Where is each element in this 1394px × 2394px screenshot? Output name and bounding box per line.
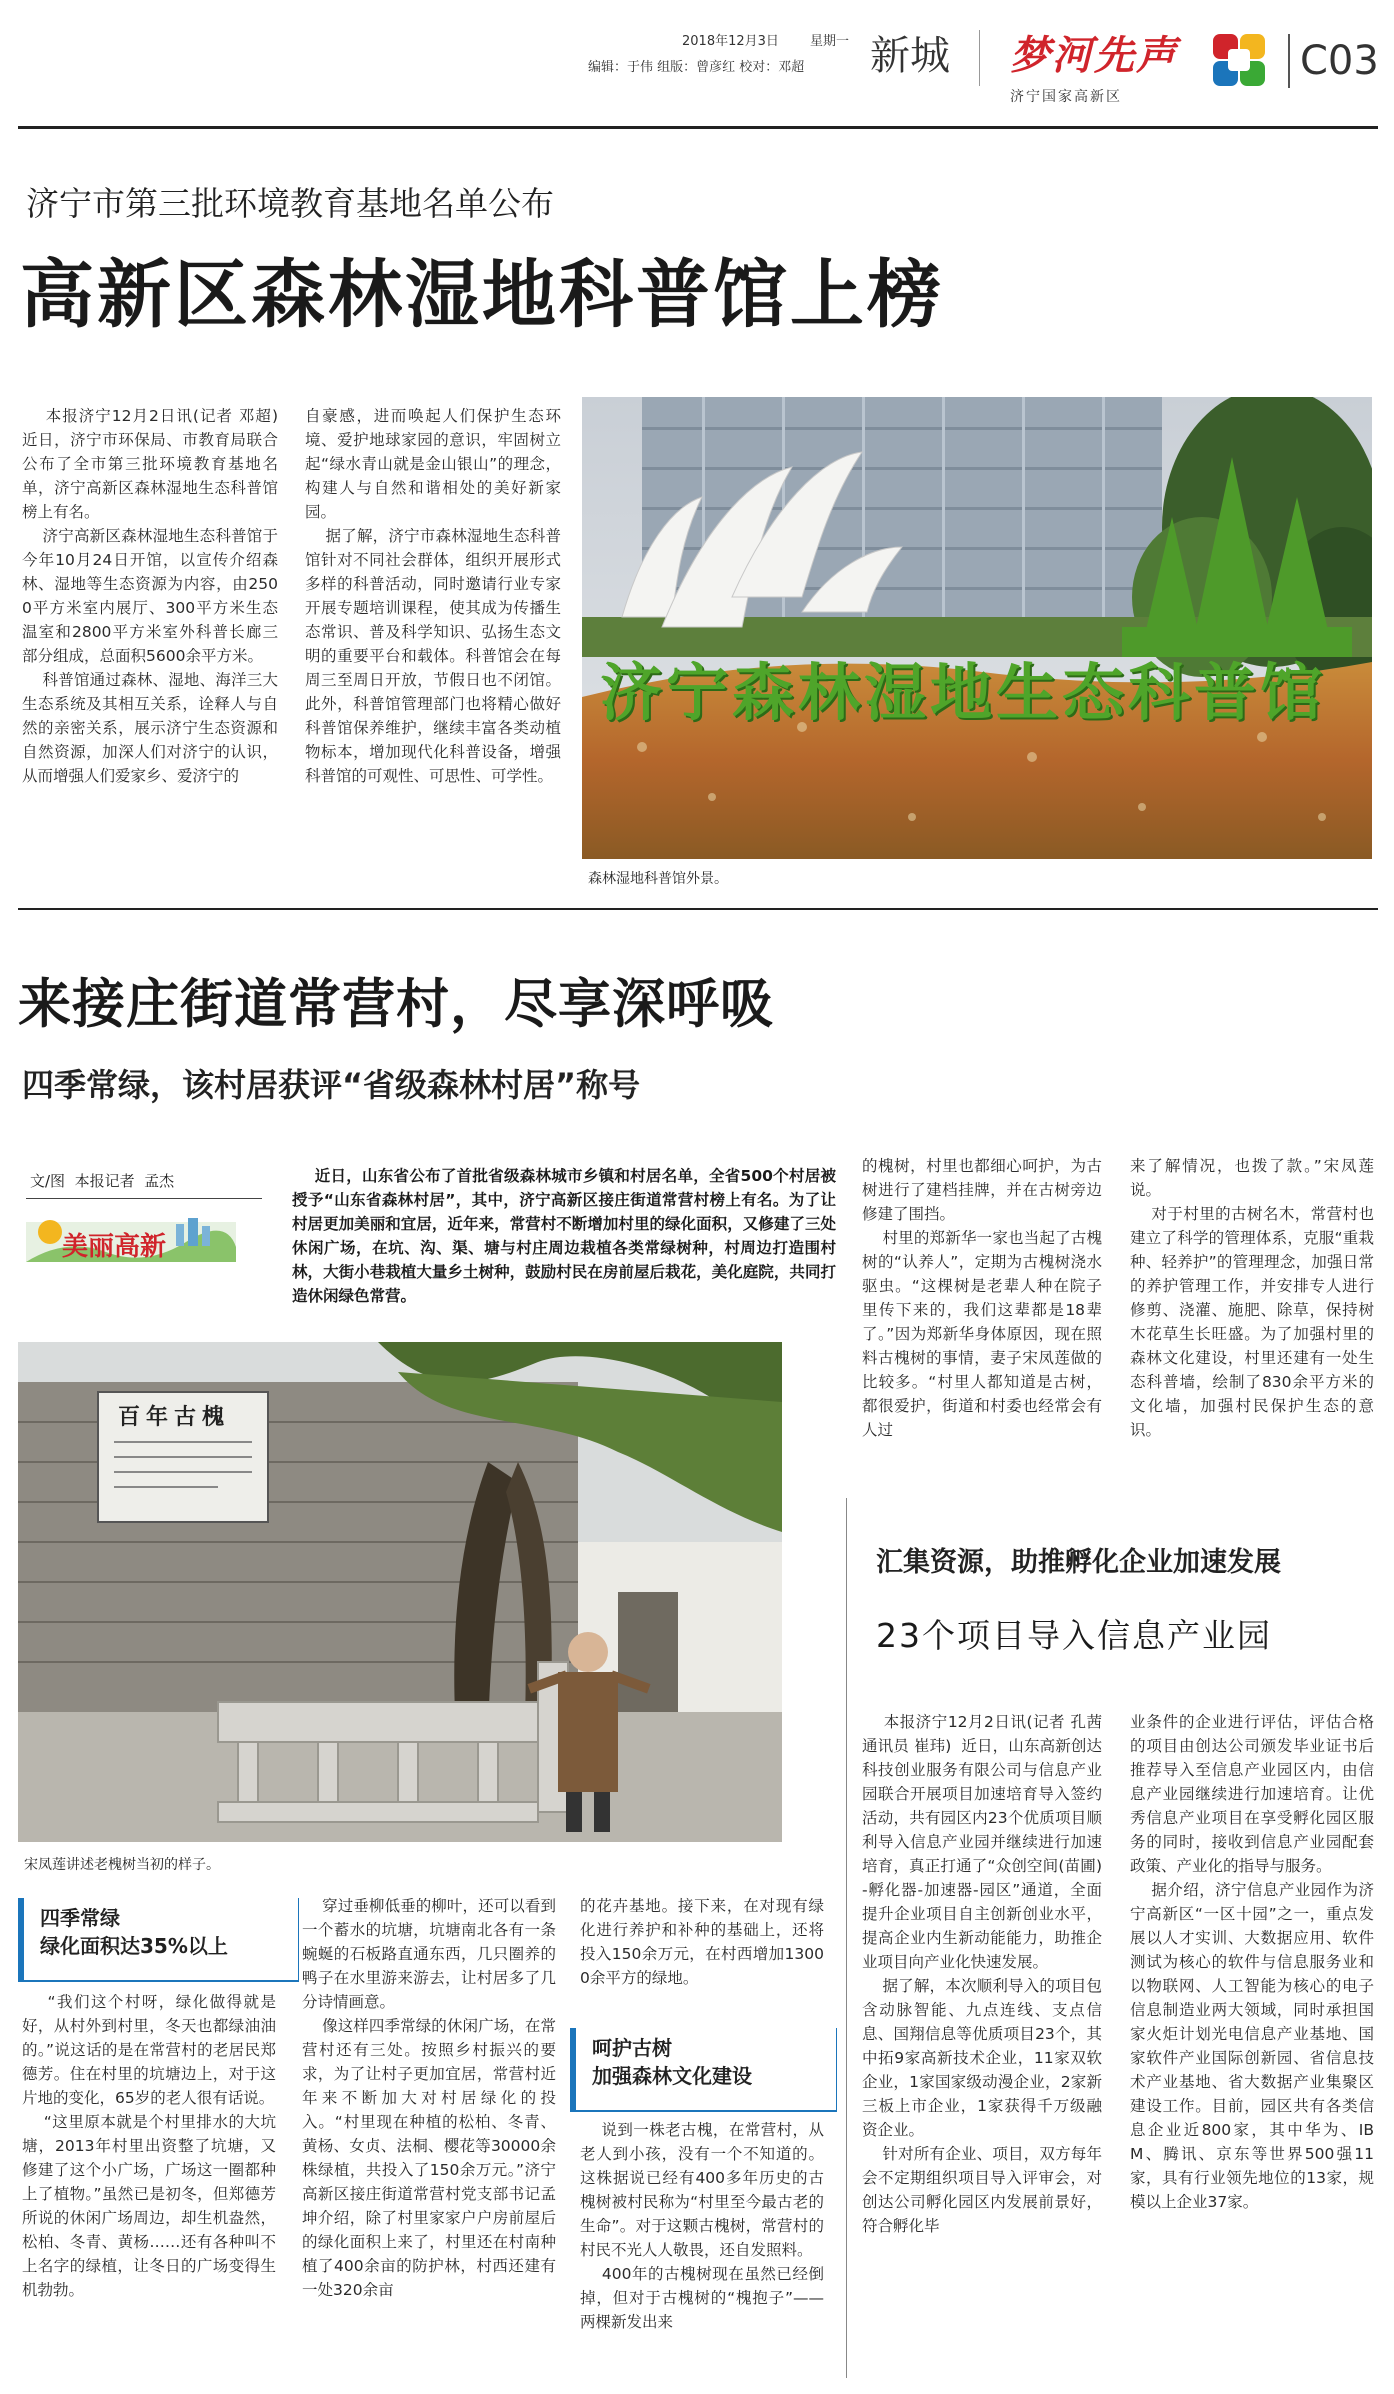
page-no-divider	[1288, 34, 1290, 88]
article2-bottom-column-1: “我们这个村呀，绿化做得就是好，从村外到村里，冬天也都绿油油的。”说这话的是在常营村的老居民郑德芳。住在村里的坑塘边上，对于这片地的变化，65岁的老人很有话说。 “这里原本就是个村里排水的大坑塘，2013年村里出资整了坑塘，又修建了这个小广场，广场这一圈都种上了植物。”虽然已是初冬，但郑德芳所说的休闲广场周边，却生机盎然，松柏、冬青、黄杨……还有各种叫不上名字的绿植，让冬日的广场变得生机勃勃。	[22, 1993, 277, 2299]
science-museum-photo	[582, 397, 1372, 859]
article1-kicker: 济宁市第三批环境教育基地名单公布	[26, 184, 554, 223]
article1-photo-caption: 森林湿地科普馆外景。	[588, 871, 728, 887]
article3-divider-left	[846, 1498, 847, 2378]
tree-sign-text: 百年古槐	[118, 1405, 231, 1430]
article3-headline: 23个项目导入信息产业园	[876, 1616, 1272, 1655]
article2-bottom-column-2: 穿过垂柳低垂的柳叶，还可以看到一个蓄水的坑塘，坑塘南北各有一条蜿蜒的石板路直通东西，几只圈养的鸭子在水里游来游去，让村居多了几分诗情画意。 像这样四季常绿的休闲广场，在常营村还有三处。按照乡村振兴的要求，为了让村子更加宜居，常营村近年来不断加大对村居绿化的投入。“村里现在种植的松柏、冬青、黄杨、女贞、法桐、樱花等30000余株绿植，共投入了150余万元。”济宁高新区接庄街道常营村党支部书记孟坤介绍，除了村里家家户户房前屋后的绿化面积上来了，村里还在村南种植了400余亩的防护林，村西还建有一处320余亩	[302, 1897, 556, 2299]
article2-subheadline: 四季常绿，该村居获评“省级森林村居”称号	[22, 1066, 641, 1104]
article3-column-1: 本报济宁12月2日讯(记者 孔茜 通讯员 崔玮) 近日，山东高新创达科技创业服务有限公司与信息产业园联合开展项目加速培育导入签约活动，共有园区内23个优质项目顺利导入信息产业园并继续进行加速培育，真正打通了“众创空间(苗圃)-孵化器-加速器-园区”通道，全面提升企业项目自主创新创业水平，提高企业内生新动能能力，助推企业项目向产业化快速发展。 据了解，本次顺利导入的项目包含动脉智能、九点连线、支点信息、国翔信息等优质项目23个，其中拓9家高新技术企业，11家双软企业，1家国家级动漫企业，2家新三板上市企业，1家获得千万级融资企业。 针对所有企业、项目，双方每年会不定期组织项目导入评审会，对创达公司孵化园区内发展前景好，符合孵化毕	[862, 1713, 1102, 2235]
subhead-evergreen-line1: 四季常绿	[40, 1906, 120, 1930]
subhead-evergreen	[18, 1898, 299, 1982]
issue-weekday: 星期一	[810, 34, 850, 49]
article1-column-2: 自豪感，进而唤起人们保护生态环境、爱护地球家园的意识，牢固树立起“绿水青山就是金山银山”的理念，构建人与自然和谐相处的美好新家园。 据了解，济宁市森林湿地生态科普馆针对不同社会群体，组织开展形式多样的科普活动，同时邀请行业专家开展专题培训课程，使其成为传播生态常识、普及科学知识、弘扬生态文明的重要平台和载体。科普馆会在每周三至周日开放，节假日也不闭馆。此外，科普馆管理部门也将精心做好科普馆保养维护，继续丰富各类动植物标本，增加现代化科普设备，增强科普馆的可观性、可思性、可学性。	[305, 407, 561, 785]
masthead-divider	[979, 30, 980, 86]
editors-line: 编辑：于伟 组版：曾彦红 校对：邓超	[588, 60, 805, 75]
subhead-evergreen-line2: 绿化面积达35%以上	[40, 1934, 228, 1958]
masthead-rule	[18, 126, 1378, 129]
article1-bottom-rule	[18, 908, 1378, 910]
paper-subtitle: 济宁国家高新区	[1010, 89, 1122, 105]
section-name: 新城	[870, 33, 950, 79]
byline-rule	[26, 1198, 262, 1199]
article2-right-column-2: 来了解情况，也拨了款。”宋凤莲说。 对于村里的古树名木，常营村也建立了科学的管理体系，克服“重栽种、轻养护”的管理理念，加强日常的养护管理工作，并安排专人进行修剪、浇灌、施肥、除草，保持树木花草生长旺盛。为了加强村里的森林文化建设，村里还建有一处生态科普墙，绘制了830余平方米的文化墙，加强村民保护生态的意识。	[1130, 1157, 1374, 1439]
article1-headline: 高新区森林湿地科普馆上榜	[20, 252, 944, 338]
issue-date: 2018年12月3日	[682, 34, 779, 49]
page-number: C03	[1300, 38, 1379, 84]
ancient-tree-photo	[18, 1342, 782, 1842]
article2-right-column-1: 的槐树，村里也都细心呵护，为古树进行了建档挂牌，并在古树旁边修建了围挡。 村里的郑新华一家也当起了古槐树的“认养人”，定期为古槐树浇水驱虫。“这棵树是老辈人种在院子里传下来的，我们这辈都是18辈了。”因为郑新华身体原因，现在照料古槐树的事情，妻子宋凤莲做的比较多。“村里人都知道是古树，都很爱护，街道和村委也经常会有人过	[862, 1157, 1102, 1439]
paper-logo-text: 梦河先声	[1010, 32, 1178, 79]
article2-headline: 来接庄街道常营村，尽享深呼吸	[18, 974, 774, 1035]
paper-emblem-icon	[1213, 34, 1265, 86]
article3-kicker: 汇集资源，助推孵化企业加速发展	[876, 1547, 1281, 1578]
byline: 文/图 本报记者 孟杰	[30, 1172, 175, 1190]
article1-column-1: 本报济宁12月2日讯(记者 邓超) 近日，济宁市环保局、市教育局联合公布了全市第三批环境教育基地名单，济宁高新区森林湿地生态科普馆榜上有名。 济宁高新区森林湿地生态科普馆于今年10月24日开馆，以宣传介绍森林、湿地等生态资源为内容，由2500平方米室内展厅、300平方米生态温室和2800平方米室外科普长廊三部分组成，总面积5600余平方米。 科普馆通过森林、湿地、海洋三大生态系统及其相互关系，诠释人与自然的亲密关系，展示济宁生态资源和自然资源，加深人们对济宁的认识，从而增强人们爱家乡、爱济宁的	[22, 407, 278, 785]
article2-lead: 近日，山东省公布了首批省级森林城市乡镇和村居名单，全省500个村居被授予“山东省森林村居”，其中，济宁高新区接庄街道常营村榜上有名。为了让村居更加美丽和宜居，近年来，常营村不断增加村里的绿化面积，又修建了三处休闲广场，在坑、沟、渠、塘与村庄周边栽植各类常绿树种，村周边打造围村林，大街小巷栽植大量乡土树种，鼓励村民在房前屋后栽花，美化庭院，共同打造休闲绿色常营。	[292, 1167, 837, 1305]
subhead-protect-trees-line1: 呵护古树	[592, 2036, 672, 2060]
article3-column-2: 业条件的企业进行评估，评估合格的项目由创达公司颁发毕业证书后推荐导入至信息产业园区内，由信息产业园继续进行加速培育。让优秀信息产业项目在享受孵化园区服务的同时，接收到信息产业园配套政策、产业化的指导与服务。 据介绍，济宁信息产业园作为济宁高新区“一区十园”之一，重点发展以人才实训、大数据应用、软件测试为核心的软件与信息服务业和以物联网、人工智能为核心的电子信息制造业两大领域，同时承担国家火炬计划光电信息产业基地、国家软件产业国际创新园、省信息技术产业基地、省大数据产业集聚区建设工作。目前，园区共有各类信息企业近800家，其中华为、IBM、腾讯、京东等世界500强11家，具有行业领先地位的13家，规模以上企业37家。	[1130, 1713, 1374, 2211]
column-logo	[26, 1212, 236, 1264]
article2-bottom-column-3b: 说到一株老古槐，在常营村，从老人到小孩，没有一个不知道的。这株据说已经有400多年历史的古槐树被村民称为“村里至今最古老的生命”。对于这颗古槐树，常营村的村民不光人人敬畏，还自发照料。 400年的古槐树现在虽然已经倒掉，但对于古槐树的“槐抱子”——两棵新发出来	[580, 2121, 824, 2331]
article2-bottom-column-3a: 的花卉基地。接下来，在对现有绿化进行养护和补种的基础上，还将投入150余万元，在村西增加13000余平方的绿地。	[580, 1897, 824, 1987]
science-museum-illustration	[582, 397, 1372, 859]
column-logo-text: 美丽高新	[62, 1232, 167, 1262]
article2-photo-caption: 宋凤莲讲述老槐树当初的样子。	[24, 1857, 220, 1873]
museum-sign-text: 济宁森林湿地生态科普馆	[600, 656, 1327, 729]
subhead-protect-trees	[570, 2028, 837, 2112]
subhead-protect-trees-line2: 加强森林文化建设	[592, 2064, 752, 2088]
masthead	[0, 0, 1394, 125]
